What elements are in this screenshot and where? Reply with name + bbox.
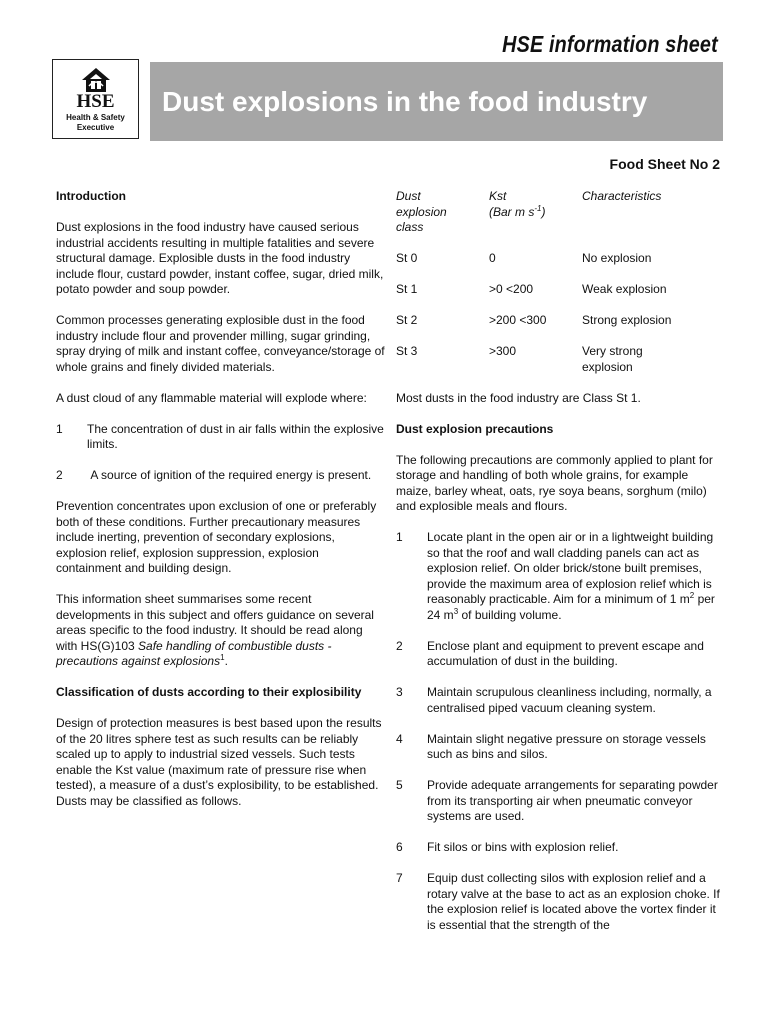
precaution-item [396, 732, 722, 763]
page-title: Dust explosions in the food industry [162, 86, 648, 117]
precaution-item [396, 639, 722, 670]
precaution-text-part: Locate plant in the open air or in a lightweight building so that the roof and wall cladding panels can act as explosion relief. On older brick/stone built premises, provide the maximum area of explosion relief which is reasonably practicable. Aim for a minimum of 1 m [427, 530, 714, 606]
table-header-class: Dust explosion class [396, 189, 447, 234]
precaution-text: Maintain slight negative pressure on storage vessels such as bins and silos. [427, 731, 706, 761]
table-cell-class: St 2 [396, 313, 418, 327]
kst-label: Kst [489, 189, 507, 203]
precaution-number: 1 [396, 530, 403, 544]
table-cell-characteristics: Strong explosion [582, 313, 672, 327]
kst-unit-close: ) [541, 204, 546, 219]
hse-emblem-icon [79, 66, 113, 94]
precautions-heading: Dust explosion precautions [396, 421, 554, 436]
intro-paragraph-1: Dust explosions in the food industry have caused serious industrial accidents resulting in multiple fatalities and severe structural damage. Explosible dusts in the food industry include flour, custard powder, instant coffee, sugar, dried milk, potato powder and soup powder. [56, 220, 384, 296]
table-cell-class: St 0 [396, 251, 418, 265]
table-cell-kst: >300 [489, 344, 517, 358]
sheet-type-label: HSE information sheet [502, 31, 718, 57]
table-header-kst [489, 189, 582, 236]
table-cell-characteristics: No explosion [582, 251, 652, 265]
dust-class-table [396, 189, 722, 391]
precaution-number: 6 [396, 840, 403, 854]
precaution-text-part: per 24 m [427, 592, 715, 622]
precaution-item [396, 685, 722, 716]
precaution-number: 5 [396, 778, 403, 792]
right-column [396, 189, 722, 949]
condition-text: The concentration of dust in air falls within the explosive limits. [87, 421, 384, 451]
precaution-item [396, 840, 722, 856]
precaution-number: 2 [396, 638, 403, 653]
precaution-text: Enclose plant and equipment to prevent escape and accumulation of dust in the building. [427, 638, 704, 668]
logo-line-1: Health & Safety [66, 113, 125, 122]
precaution-item [396, 871, 722, 933]
left-column [56, 189, 386, 825]
precaution-text: Equip dust collecting silos with explosion relief and a rotary valve at the base to act as an explosion choke. If the explosion relief is located above the vortex finder it is essential that the strength of the [427, 871, 720, 932]
classification-heading: Classification of dusts according to their explosibility [56, 685, 362, 699]
logo-wordmark: HSE [76, 91, 115, 112]
intro-paragraph-2: Common processes generating explosible dust in the food industry include flour and provender milling, sugar grinding, spray drying of milk and instant coffee, conveyance/storage of whole grains and finely divided materials. [56, 313, 385, 374]
squared-exponent: 2 [689, 591, 695, 600]
precaution-item [396, 530, 722, 623]
footnote-marker: 1 [220, 653, 225, 662]
precaution-number: 7 [396, 871, 403, 885]
introduction-heading: Introduction [56, 189, 126, 203]
hse-logo [52, 59, 139, 139]
table-header-characteristics: Characteristics [582, 189, 662, 203]
prevention-paragraph: Prevention concentrates upon exclusion of one or preferably both of these conditions. Further precautionary measures include inerting, prevention of secondary explosions, explosion relief, explosion suppression, explosion containment and building design. [56, 499, 377, 575]
table-cell-characteristics: Weak explosion [582, 282, 667, 296]
condition-item [56, 422, 386, 453]
guidance-reference-title: Safe handling of combustible dusts - precautions against explosions [56, 638, 332, 668]
classification-paragraph: Design of protection measures is best based upon the results of the 20 litres sphere test as such results can be reliably scaled up to apply to industrial sized vessels. Such tests enable the Kst value (maximum rate of pressure rise when tested), a measure of a dust’s explosibility, to be established. Dusts may be classified as follows. [56, 716, 382, 808]
precaution-text-part: of building volume. [458, 607, 562, 622]
kst-unit-text: (Bar m s [489, 204, 535, 219]
precaution-text: Maintain scrupulous cleanliness including, normally, a centralised piped vacuum cleaning system. [427, 685, 712, 715]
table-cell-kst: 0 [489, 251, 496, 265]
table-cell-class: St 3 [396, 344, 418, 358]
guidance-end: . [224, 654, 228, 668]
table-cell-kst: >0 <200 [489, 282, 534, 296]
precautions-intro: The following precautions are commonly applied to plant for storage and handling of both whole grains, for example maize, barley wheat, oats, rye soya beans, sorghum (milo) and explosible meals and flours. [396, 452, 713, 513]
kst-unit [489, 205, 582, 221]
precaution-number: 3 [396, 685, 403, 699]
table-cell-class: St 1 [396, 282, 418, 296]
guidance-text: This information sheet summarises some recent developments in this subject and offers guidance on several areas specific to the food industry. It should be read along with HS(G)103 [56, 592, 374, 653]
precaution-number: 4 [396, 731, 403, 746]
condition-item [56, 468, 386, 484]
guidance-paragraph [56, 592, 386, 670]
kst-unit-exponent: -1 [534, 203, 542, 213]
precaution-item [396, 778, 722, 825]
table-cell-characteristics: Very strong explosion [582, 344, 643, 374]
cubed-exponent: 3 [453, 606, 459, 616]
intro-paragraph-3: A dust cloud of any flammable material will explode where: [56, 390, 367, 405]
precaution-text [427, 530, 722, 623]
precaution-text: Provide adequate arrangements for separating powder from its transporting air when pneumatic conveyor systems are used. [427, 778, 718, 823]
condition-number: 1 [56, 421, 63, 436]
precaution-text: Fit silos or bins with explosion relief. [427, 840, 619, 854]
condition-text: A source of ignition of the required energy is present. [87, 468, 372, 482]
logo-line-2: Executive [76, 123, 115, 132]
sheet-number: Food Sheet No 2 [609, 156, 720, 172]
table-cell-kst: >200 <300 [489, 313, 547, 327]
class-note: Most dusts in the food industry are Class St 1. [396, 390, 641, 405]
title-banner [150, 62, 723, 141]
condition-number: 2 [56, 468, 63, 482]
